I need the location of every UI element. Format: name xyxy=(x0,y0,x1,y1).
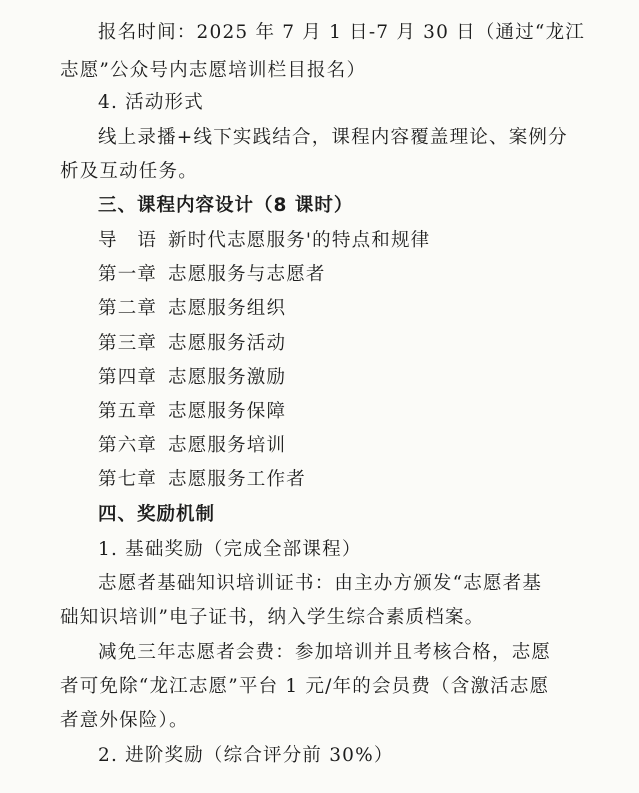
chapter-title: 志愿服务工作者 xyxy=(168,469,306,490)
chapter-row xyxy=(98,297,286,321)
chapter-row xyxy=(98,263,326,287)
certificate-line-2: 础知识培训”电子证书，纳入学生综合素质档案。 xyxy=(60,607,485,628)
chapter-row xyxy=(98,434,286,458)
chapter-number: 第二章 xyxy=(98,298,158,319)
chapter-number: 第六章 xyxy=(98,435,158,456)
reward-mechanism-heading: 四、奖励机制 xyxy=(98,504,216,525)
chapter-title: 志愿服务活动 xyxy=(168,333,287,354)
chapter-row xyxy=(98,400,286,424)
chapter-number: 第四章 xyxy=(98,367,158,388)
chapter-title: 志愿服务培训 xyxy=(168,435,287,456)
chapter-number: 第三章 xyxy=(98,333,158,354)
chapter-row xyxy=(98,332,286,356)
activity-form-heading: 4. 活动形式 xyxy=(98,92,204,113)
course-design-heading: 三、课程内容设计（8 课时） xyxy=(98,195,354,216)
certificate-line-1: 志愿者基础知识培训证书：由主办方颁发“志愿者基 xyxy=(98,573,543,594)
chapter-number: 导 语 xyxy=(98,230,158,251)
basic-reward-heading: 1. 基础奖励（完成全部课程） xyxy=(98,539,362,560)
chapter-title: 志愿服务保障 xyxy=(168,401,287,422)
fee-waiver-line-2: 者可免除“龙江志愿”平台 1 元/年的会员费（含激活志愿 xyxy=(60,676,550,697)
fee-waiver-line-3: 者意外保险）。 xyxy=(60,710,189,731)
chapter-number: 第五章 xyxy=(98,401,158,422)
chapter-title: 志愿服务组织 xyxy=(168,298,287,319)
chapter-row xyxy=(98,468,306,492)
signup-time-line-2: 志愿”公众号内志愿培训栏目报名） xyxy=(60,60,367,81)
fee-waiver-line-1: 减免三年志愿者会费：参加培训并且考核合格，志愿 xyxy=(98,642,552,663)
chapter-number: 第一章 xyxy=(98,264,158,285)
chapter-row xyxy=(98,366,286,390)
chapter-number: 第七章 xyxy=(98,469,158,490)
activity-form-line-2: 析及互动任务。 xyxy=(60,161,198,182)
chapter-title: 新时代志愿服务'的特点和规律 xyxy=(168,230,431,251)
chapter-title: 志愿服务激励 xyxy=(168,367,287,388)
chapter-row xyxy=(98,229,430,253)
activity-form-line-1: 线上录播+线下实践结合，课程内容覆盖理论、案例分 xyxy=(98,127,568,148)
signup-time-line-1: 报名时间：2025 年 7 月 1 日-7 月 30 日（通过“龙江 xyxy=(98,22,585,43)
chapter-title: 志愿服务与志愿者 xyxy=(168,264,326,285)
advanced-reward-heading: 2. 进阶奖励（综合评分前 30%） xyxy=(98,745,394,766)
